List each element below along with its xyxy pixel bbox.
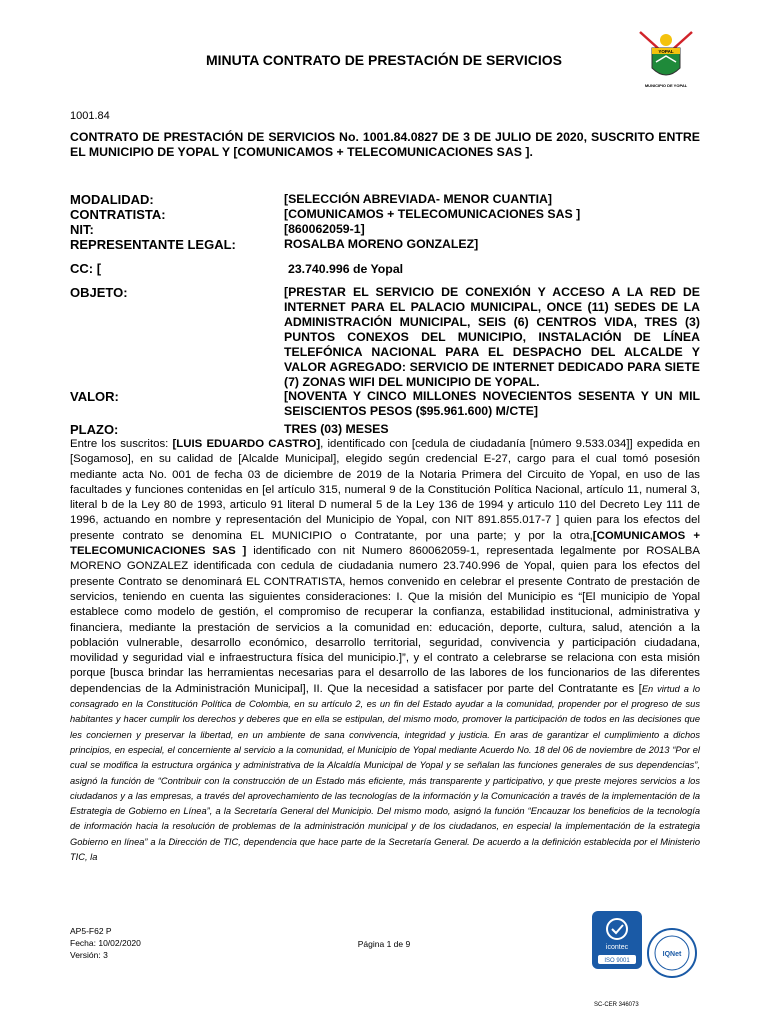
body-considerations: identificado con nit Numero 860062059-1, representada legalmente por ROSALBA MORENO GONZALEZ identificada con cedula de ciudadania numero 23.740.996 de Yopal, quien para los efectos del presente Contrato se denominará EL CONTRATISTA, hemos convenido en celebrar el presente Contrato de prestación de servicios, teniendo en cuenta las siguientes consideraciones: I. Que la misión del Municipio es “[El municipio de Yopal establece como modelo de gestión, el compromiso de recuperar la confianza, estabilidad institucional, administrativa y financiera, mediante la prestación de servicios a la comunidad en: educación, deporte, cultura, salud, atención a la población vulnerable, desarrollo económico, desarrollo territorial, seguridad, convivencia y participación ciudadana, movilidad y seguridad vial e infraestructura física del municipio.]”, y el contrato a celebrarse se relaciona con esta misión porque [busca brindar las herramientas necesarias para el desarrollo de las labores de los funcionarios de las diferentes dependencias de la Administración Municipal], II. Que la necesidad a satisfacer por parte del Contratante es [	[70, 545, 701, 695]
footer-date: Fecha: 10/02/2020	[70, 938, 141, 948]
mayor-name: [LUIS EDUARDO CASTRO]	[172, 438, 321, 450]
certificate-code: SC-CER 346073	[594, 1002, 639, 1008]
document-code: 1001.84	[70, 110, 110, 122]
plazo-label: PLAZO:	[70, 422, 119, 437]
nit-label: NIT:	[70, 222, 94, 237]
representante-label: REPRESENTANTE LEGAL:	[70, 237, 236, 252]
svg-text:YOPAL: YOPAL	[658, 49, 674, 54]
nit-value: [860062059-1]	[284, 222, 365, 236]
modalidad-label: MODALIDAD:	[70, 192, 154, 207]
plazo-value: TRES (03) MESES	[284, 422, 389, 436]
valor-value: [NOVENTA Y CINCO MILLONES NOVECIENTOS SESENTA Y UN MIL SEISCIENTOS PESOS ($95.961.600) M/CTE]	[284, 389, 700, 418]
representante-value: ROSALBA MORENO GONZALEZ]	[284, 237, 479, 251]
footer-version: Versión: 3	[70, 950, 108, 960]
contratista-label: CONTRATISTA:	[70, 207, 166, 222]
iso-label: ISO 9001	[604, 958, 630, 964]
yopal-coat-of-arms-icon	[634, 28, 698, 90]
svg-text:MUNICIPIO DE YOPAL: MUNICIPIO DE YOPAL	[644, 83, 688, 88]
icontec-label: icontec	[605, 944, 629, 951]
body-intro: Entre los suscritos:	[70, 438, 173, 450]
certification-badges-icon	[592, 905, 698, 1005]
contractor-company: [COMUNICAMOS + TELECOMUNICACIONES SAS ]	[70, 529, 700, 558]
contract-body	[70, 437, 700, 865]
footer-code: AP5-F62 P	[70, 926, 112, 936]
cc-label: CC: [	[70, 261, 102, 276]
contract-heading: CONTRATO DE PRESTACIÓN DE SERVICIOS No. 1001.84.0827 DE 3 DE JULIO DE 2020, SUSCRITO ENTRE EL MUNICIPIO DE YOPAL Y [COMUNICAMOS + TELECOMUNICACIONES SAS ].	[70, 130, 700, 159]
body-mayor-details: , identificado con [cedula de ciudadanía [número 9.533.034]] expedida en [Sogamoso], en su calidad de [Alcalde Municipal], elegido según credencial E-27, cargo para el cual tomó posesión mediante acta No. 001 de fecha 03 de diciembre de 2019 de la Notaria Primera del Circuito de Yopal, en uso de las facultades y funciones contenidas en [el artículo 315, numeral 9 de la Constitución Política Nacional, artículo 11, numeral 3, literal b de la Ley 80 de 1993, articulo 91 literal D numeral 5 de la Ley 136 de 1994 y articulo 110 del Decreto Ley 111 de 1996, actuando en nombre y representación del Municipio de Yopal, con NIT 891.855.017-7 ] quien para los efectos del presente contrato se denomina EL MUNICIPIO o Contratante, por una parte; y por la otra,	[70, 438, 701, 542]
valor-label: VALOR:	[70, 389, 119, 404]
page-number: Página 1 de 9	[357, 939, 411, 949]
body-need-italic: En virtud a lo consagrado en la Constitución Política de Colombia, en su artículo 2, es un fin del Estado ayudar a la comunidad, propender por el progreso de sus habitantes y hacer cumplir los derechos y deberes que en ella se estipulan, del mismo modo, promover la participación de todos en las decisiones que les conciernen y preservar la libertad, en un ambiente de sana convivencia, integridad y justicia. En aras de garantizar el cumplimiento a dichos principios, en especial, el concerniente al servicio a la comunidad, el Municipio de Yopal mediante Acuerdo No. 18 del 06 de noviembre de 2013 “Por el cual se modifica la estructura orgánica y administrativa de la Alcaldía Municipal de Yopal y se señalan las funciones generales de sus dependencias”, asignó la función de “Contribuir con la construcción de un Estado más eficiente, más transparente y participativo, y que preste mejores servicios a los ciudadanos y a las empresas, a través del aprovechamiento de las tecnologías de la información y la Comunicación a través de la implementación de la Estrategia de Gobierno en Línea”, a la Secretaría General del Municipio. Del mismo modo, asignó la función “Encauzar los beneficios de la tecnología de información hacia la resolución de problemas de la administración municipal y de los ciudadanos, en especial la implementación de la estrategia Gobierno en línea” a la Dirección de TIC, dependencia que hace parte de la Secretaría General. De acuerdo a la definición establecida por el Ministerio TIC, la	[70, 683, 700, 863]
iqnet-label: IQNet	[662, 951, 682, 958]
contratista-value: [COMUNICAMOS + TELECOMUNICACIONES SAS ]	[284, 207, 581, 221]
modalidad-value: [SELECCIÓN ABREVIADA- MENOR CUANTIA]	[284, 192, 553, 206]
objeto-label: OBJETO:	[70, 285, 128, 300]
objeto-value: [PRESTAR EL SERVICIO DE CONEXIÓN Y ACCESO A LA RED DE INTERNET PARA EL PALACIO MUNICIPAL, ONCE (11) SEDES DE LA ADMINISTRACIÓN MUNICIPAL, SEIS (6) CENTROS VIDA, TRES (3) PUNTOS CONEXOS DEL MUNICIPIO, INSTALACIÓN DE LÍNEA TELEFÓNICA NACIONAL PARA EL DESPACHO DEL ALCALDE Y VALOR AGREGADO: SERVICIO DE INTERNET DEDICADO PARA SIETE (7) ZONAS WIFI DEL MUNICIPIO DE YOPAL.	[284, 285, 700, 389]
document-title: MINUTA CONTRATO DE PRESTACIÓN DE SERVICIOS	[206, 52, 562, 68]
cc-value: 23.740.996 de Yopal	[288, 262, 404, 276]
